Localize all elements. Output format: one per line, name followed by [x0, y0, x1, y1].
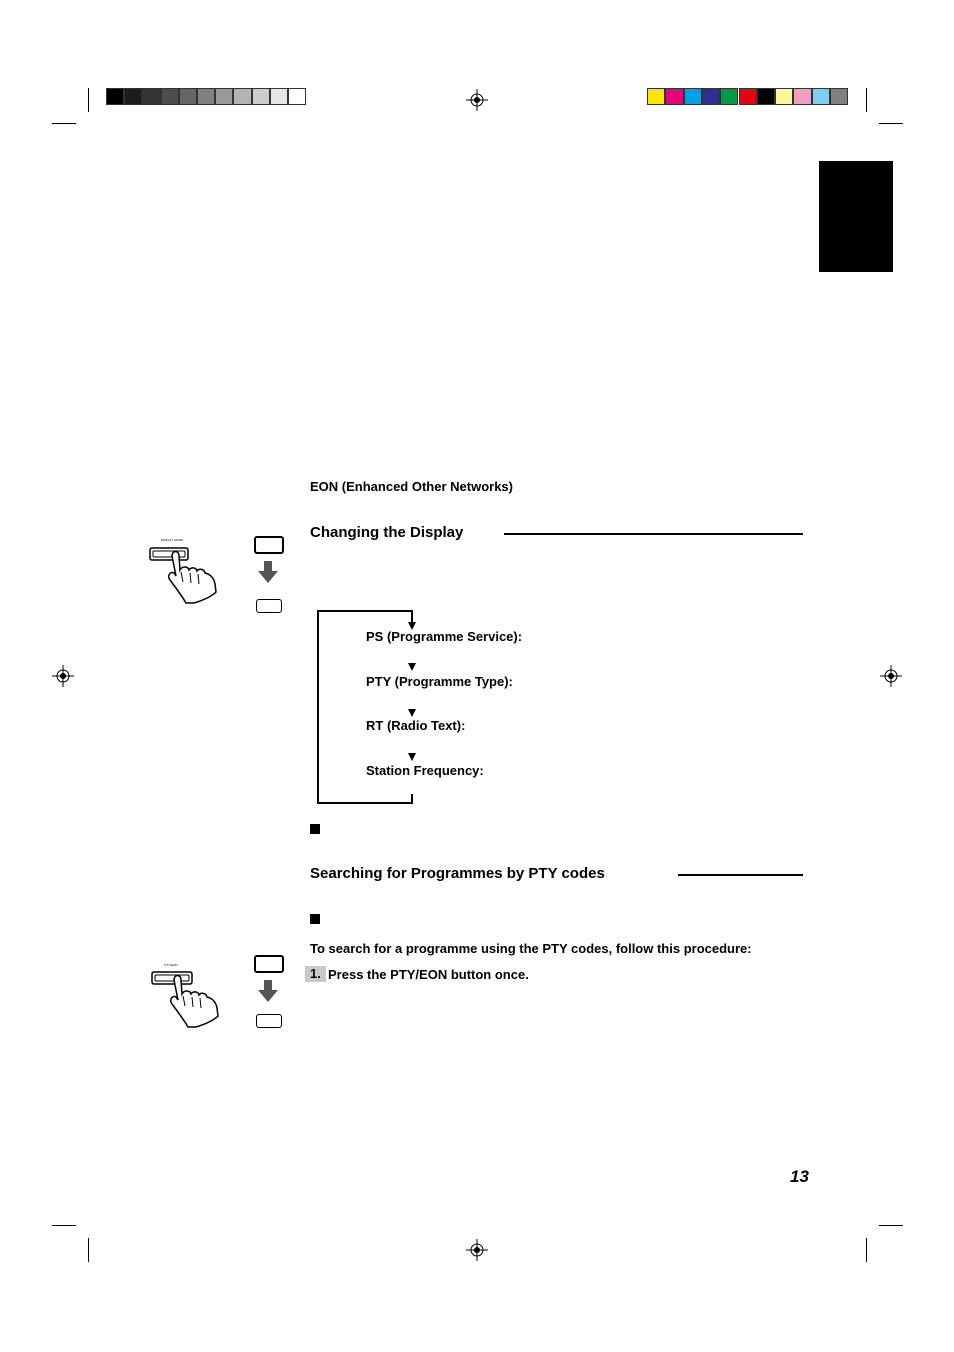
color-swatch	[720, 88, 738, 105]
crosshair-register-icon	[52, 665, 74, 687]
down-arrow-icon	[257, 980, 279, 1002]
color-swatch	[757, 88, 775, 105]
display-indicator	[256, 599, 282, 613]
black-square-icon	[310, 914, 320, 924]
gray-swatch	[252, 88, 270, 105]
gray-swatch	[270, 88, 288, 105]
color-swatch	[665, 88, 683, 105]
crop-mark	[88, 1238, 89, 1262]
crop-mark	[879, 1225, 903, 1226]
display-indicator	[254, 536, 284, 554]
gray-swatch	[288, 88, 306, 105]
gray-swatch	[179, 88, 197, 105]
crosshair-register-icon	[880, 665, 902, 687]
color-swatch	[647, 88, 665, 105]
down-arrow-icon	[408, 663, 416, 671]
cycle-loop-line	[317, 610, 319, 804]
cycle-item-ps: PS (Programme Service):	[366, 629, 523, 644]
crop-mark	[88, 88, 89, 112]
down-arrow-icon	[408, 753, 416, 761]
crop-mark	[866, 88, 867, 112]
gray-swatch	[197, 88, 215, 105]
cycle-loop-line	[411, 794, 413, 804]
searching-intro: To search for a programme using the PTY codes, follow this procedure:	[310, 941, 752, 956]
display-mode-button-label: DISPLAY MODE	[160, 538, 184, 542]
gray-swatch	[142, 88, 160, 105]
gray-swatch	[233, 88, 251, 105]
language-tab	[819, 161, 893, 272]
gray-swatch	[161, 88, 179, 105]
pty-eon-button-label: PTY/EON	[164, 963, 178, 967]
cycle-item-rt: RT (Radio Text):	[366, 718, 466, 733]
section-title-rule	[678, 874, 803, 876]
cycle-item-pty: PTY (Programme Type):	[366, 674, 513, 689]
gray-swatch	[124, 88, 142, 105]
black-square-icon	[310, 824, 320, 834]
down-arrow-icon	[408, 709, 416, 717]
crop-mark	[52, 1225, 76, 1226]
color-swatch	[830, 88, 848, 105]
cycle-item-frequency: Station Frequency:	[366, 763, 484, 778]
color-swatch	[812, 88, 830, 105]
cycle-loop-line	[317, 610, 413, 612]
crosshair-register-icon	[466, 89, 488, 111]
crop-mark	[866, 1238, 867, 1262]
step-text: Press the PTY/EON button once.	[328, 967, 529, 982]
color-swatch	[684, 88, 702, 105]
color-swatch	[775, 88, 793, 105]
page-number: 13	[790, 1167, 809, 1186]
display-indicator	[254, 955, 284, 973]
crosshair-register-icon	[466, 1239, 488, 1261]
hand-pressing-button-icon	[150, 960, 222, 1028]
cycle-loop-line	[317, 802, 413, 804]
gray-swatch	[215, 88, 233, 105]
hand-pressing-button-icon	[148, 536, 220, 604]
crop-mark	[879, 123, 903, 124]
display-indicator	[256, 1014, 282, 1028]
down-arrow-icon	[257, 561, 279, 583]
step-number: 1.	[305, 966, 326, 982]
eon-heading: EON (Enhanced Other Networks)	[310, 479, 513, 494]
section-title-rule	[504, 533, 803, 535]
gray-swatch	[106, 88, 124, 105]
section-title-changing-display: Changing the Display	[310, 524, 464, 541]
crop-mark	[52, 123, 76, 124]
color-swatch	[702, 88, 720, 105]
color-swatch	[793, 88, 811, 105]
section-title-searching: Searching for Programmes by PTY codes	[310, 865, 605, 882]
color-swatch	[739, 88, 757, 105]
